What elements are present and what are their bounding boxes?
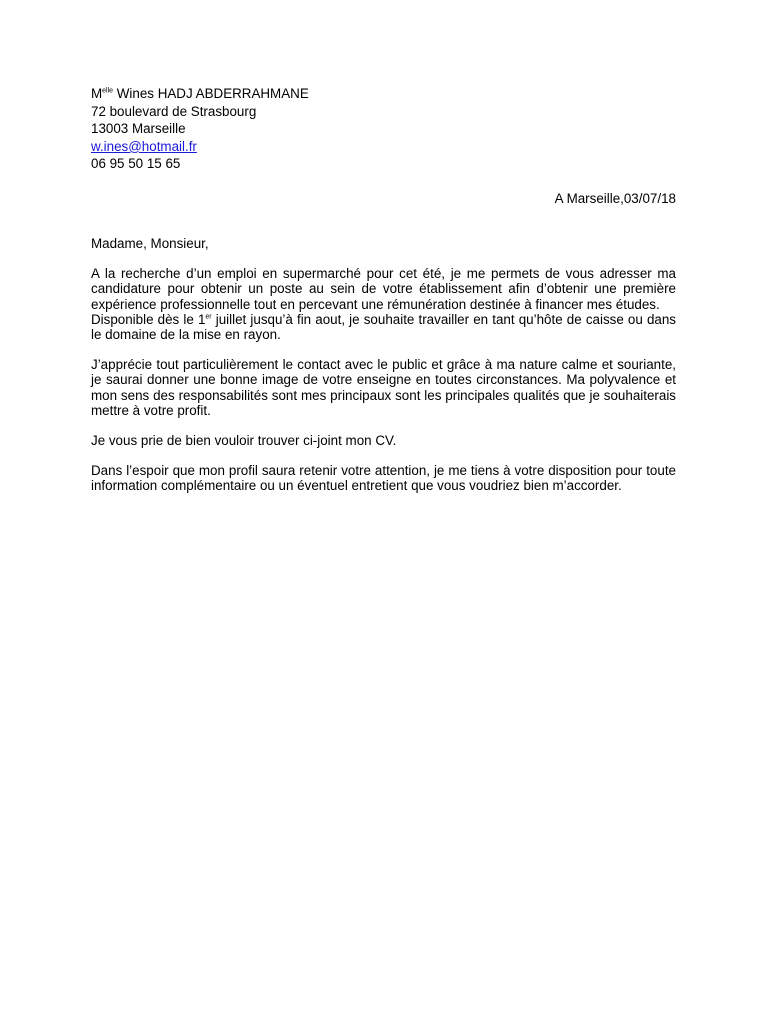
- sender-email-link[interactable]: w.ines@hotmail.fr: [91, 138, 197, 154]
- paragraph-1-text-b-after: juillet jusqu’à fin aout, je souhaite travailler en tant qu’hôte de caisse ou dans le domaine de la mise en rayon.: [91, 311, 676, 342]
- paragraph-1-text-b-before: Disponible dès le 1: [91, 311, 206, 327]
- sender-phone: 06 95 50 15 65: [91, 156, 181, 172]
- sender-name: Wines HADJ ABDERRAHMANE: [113, 86, 309, 101]
- sender-address-line1: 72 boulevard de Strasbourg: [91, 103, 257, 119]
- paragraph-3: Je vous prie de bien vouloir trouver ci-joint mon CV.: [91, 433, 397, 448]
- paragraph-1-text-b-sup: er: [205, 313, 212, 321]
- paragraph-4: Dans l’espoir que mon profil saura retenir votre attention, je me tiens à votre disposition pour toute information complémentaire ou un éventuel entretient que vous voudriez bien m’accorder.: [91, 463, 676, 494]
- sender-address-line2: 13003 Marseille: [91, 121, 186, 137]
- sender-block: [91, 85, 676, 173]
- sender-title-sup: elle: [102, 87, 114, 95]
- paragraph-1-text-a: A la recherche d’un emploi en supermarché pour cet été, je me permets de vous adresser ma candidature pour obtenir un poste au sein de votre établissement afin d’obtenir une première expérience professionnelle tout en percevant une rémunération destinée à financer mes études.: [91, 266, 676, 312]
- paragraph-2: J’apprécie tout particulièrement le contact avec le public et grâce à ma nature calme et souriante, je saurai donner une bonne image de votre enseigne en toutes circonstances. Ma polyvalence et mon sens des responsabilités sont mes principaux sont les principales qualités que je souhaiterais mettre à votre profit.: [91, 357, 676, 418]
- salutation: Madame, Monsieur,: [91, 235, 209, 251]
- sender-name-line: [91, 85, 676, 103]
- letter-page: [91, 85, 676, 494]
- paragraph-1-text-b: [91, 312, 676, 342]
- sender-title-prefix: M: [91, 86, 103, 101]
- date-line: A Marseille,03/07/18: [554, 190, 676, 206]
- sender-email-line: [91, 138, 676, 156]
- paragraph-1: [91, 266, 676, 342]
